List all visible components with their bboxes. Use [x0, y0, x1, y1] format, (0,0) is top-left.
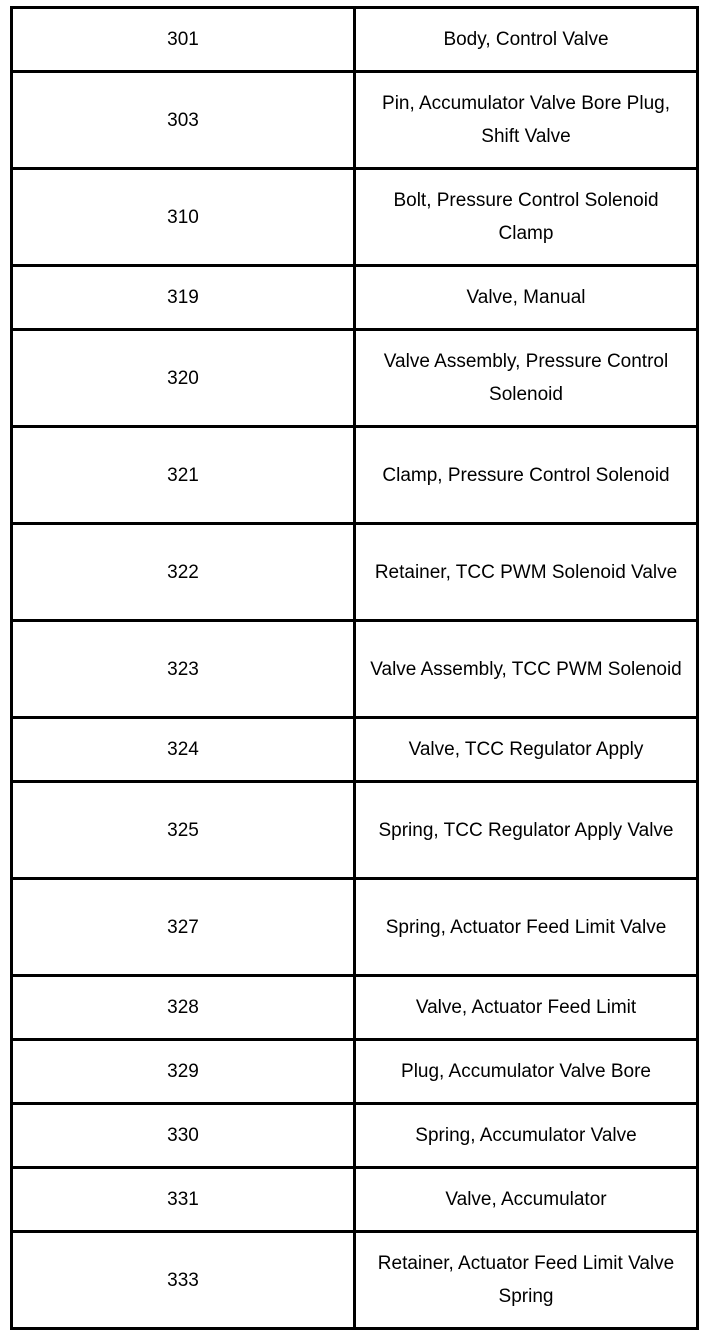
- part-number: 325: [12, 782, 355, 879]
- part-number: 301: [12, 8, 355, 72]
- part-description: Retainer, Actuator Feed Limit Valve Spring: [355, 1232, 698, 1329]
- part-number: 324: [12, 718, 355, 782]
- table-row: [12, 782, 698, 879]
- table-row: [12, 266, 698, 330]
- part-description: Valve, Actuator Feed Limit: [355, 976, 698, 1040]
- part-description: Valve, Manual: [355, 266, 698, 330]
- part-number: 323: [12, 621, 355, 718]
- table-row: [12, 718, 698, 782]
- table-row: [12, 72, 698, 169]
- table-row: [12, 169, 698, 266]
- table-row: [12, 621, 698, 718]
- part-description: Plug, Accumulator Valve Bore: [355, 1040, 698, 1104]
- parts-table: [10, 6, 699, 1330]
- part-description: Retainer, TCC PWM Solenoid Valve: [355, 524, 698, 621]
- part-description: Body, Control Valve: [355, 8, 698, 72]
- table-row: [12, 427, 698, 524]
- part-number: 321: [12, 427, 355, 524]
- part-description: Pin, Accumulator Valve Bore Plug, Shift Valve: [355, 72, 698, 169]
- part-number: 310: [12, 169, 355, 266]
- part-number: 333: [12, 1232, 355, 1329]
- table-row: [12, 1104, 698, 1168]
- part-description: Valve, TCC Regulator Apply: [355, 718, 698, 782]
- part-description: Bolt, Pressure Control Solenoid Clamp: [355, 169, 698, 266]
- table-row: [12, 330, 698, 427]
- table-row: [12, 976, 698, 1040]
- part-number: 329: [12, 1040, 355, 1104]
- part-description: Valve, Accumulator: [355, 1168, 698, 1232]
- part-description: Valve Assembly, Pressure Control Solenoid: [355, 330, 698, 427]
- part-description: Spring, TCC Regulator Apply Valve: [355, 782, 698, 879]
- table-row: [12, 1168, 698, 1232]
- part-number: 303: [12, 72, 355, 169]
- table-row: [12, 879, 698, 976]
- part-number: 327: [12, 879, 355, 976]
- table-row: [12, 8, 698, 72]
- part-description: Clamp, Pressure Control Solenoid: [355, 427, 698, 524]
- part-description: Spring, Accumulator Valve: [355, 1104, 698, 1168]
- part-number: 322: [12, 524, 355, 621]
- part-number: 330: [12, 1104, 355, 1168]
- table-row: [12, 524, 698, 621]
- part-number: 319: [12, 266, 355, 330]
- part-number: 328: [12, 976, 355, 1040]
- part-number: 320: [12, 330, 355, 427]
- table-row: [12, 1232, 698, 1329]
- part-description: Spring, Actuator Feed Limit Valve: [355, 879, 698, 976]
- part-number: 331: [12, 1168, 355, 1232]
- part-description: Valve Assembly, TCC PWM Solenoid: [355, 621, 698, 718]
- table-row: [12, 1040, 698, 1104]
